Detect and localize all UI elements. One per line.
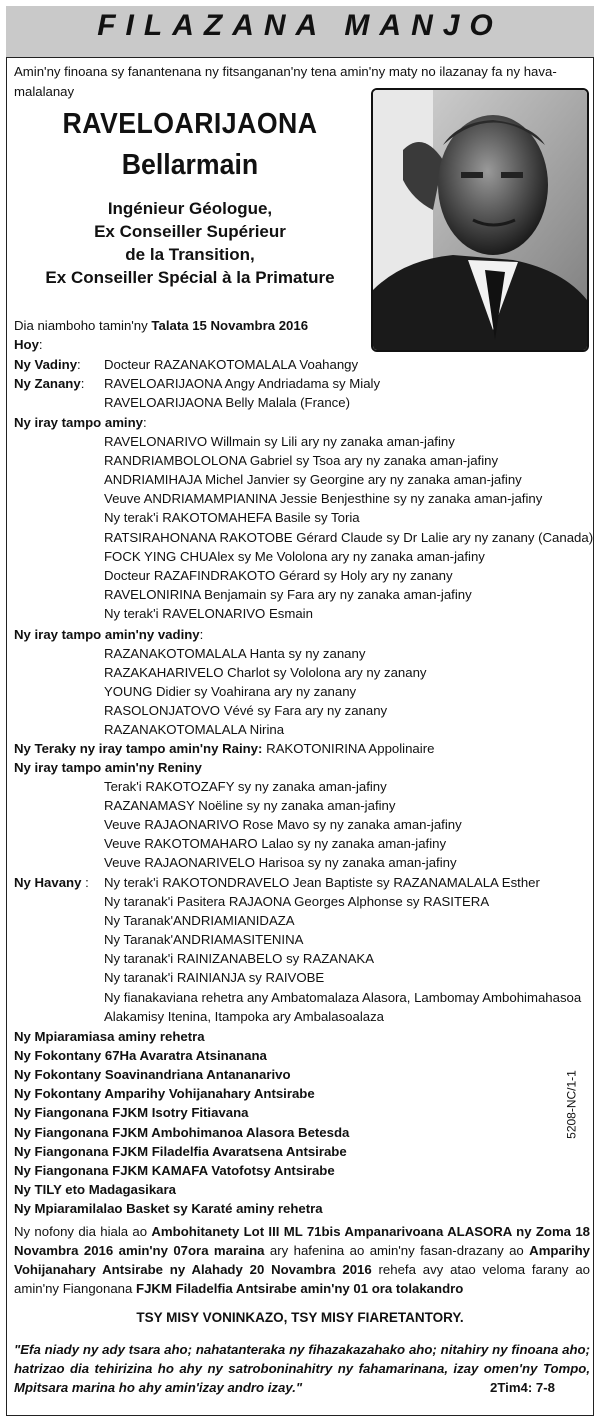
title-line: Ingénieur Géologue, bbox=[107, 199, 273, 218]
tampo-aminy-item: RAVELONARIVO Willmain sy Lili ary ny zanaka aman-jafiny bbox=[104, 434, 455, 449]
tampo-reniny-item: Veuve RAJAONARIVELO Harisoa sy ny zanaka aman-jafiny bbox=[104, 855, 457, 871]
havany-item: Ny Taranak'ANDRIAMASITENINA bbox=[104, 932, 304, 948]
tampo-vadiny-item: RASOLONJATOVO Vévé sy Fara ary ny zanany bbox=[104, 703, 388, 719]
tampo-aminy-item: RATSIRAHONANA RAKOTOBE Gérard Claude sy Dr Lalie ary ny zanany (Canada) bbox=[104, 529, 594, 545]
tampo-aminy-item: FOCK YING CHUAlex sy Me Vololona ary ny zanaka aman-jafiny bbox=[104, 548, 485, 564]
hoy-label: Hoy: bbox=[14, 337, 43, 352]
tampo-vadiny-item: RAZANAKOTOMALALA Nirina bbox=[104, 722, 285, 738]
group-item: Ny TILY eto Madagasikara bbox=[14, 1181, 176, 1197]
funeral-text: ary hafenina ao amin'ny fasan-drazany ao bbox=[264, 1243, 530, 1258]
vadiny-label: Ny Vadiny bbox=[14, 357, 78, 372]
funeral-paragraph bbox=[14, 1222, 590, 1298]
funeral-bold: Amparihy Vohijanahary Antsirabe ny Alahady 20 Novambra 2016 bbox=[14, 1243, 590, 1277]
havany-item: Alakamisy Itenina, Itampoka ary Ambalasoalaza bbox=[104, 1008, 385, 1024]
deceased-titles bbox=[14, 197, 366, 289]
tampo-vadiny-row: Ny iray tampo amin'ny vadiny: bbox=[14, 627, 204, 642]
tampo-aminy-row: Ny iray tampo aminy: bbox=[14, 415, 147, 430]
group-item: Ny Fokontany Amparihy Vohijanahary Antsirabe bbox=[14, 1086, 315, 1102]
teraky-rainy-row bbox=[14, 739, 434, 758]
tampo-aminy-item: Ny terak'i RAVELONARIVO Esmain bbox=[104, 605, 313, 621]
portrait-photo bbox=[371, 88, 589, 352]
tampo-aminy-item: Veuve ANDRIAMAMPIANINA Jessie Benjesthine sy ny zanaka aman-jafiny bbox=[104, 491, 543, 507]
closing-note: TSY MISY VONINKAZO, TSY MISY FIARETANTORY. bbox=[136, 1310, 464, 1325]
tampo-vadiny-item: RAZAKAHARIVELO Charlot sy Vololona ary ny zanany bbox=[104, 665, 427, 681]
funeral-text: Ny nofony dia hiala ao bbox=[14, 1224, 152, 1239]
zanany-label: Ny Zanany bbox=[14, 376, 81, 391]
tampo-vadiny-item: RAZANAKOTOMALALA Hanta sy ny zanany bbox=[104, 646, 366, 661]
tampo-vadiny-item: YOUNG Didier sy Voahirana ary ny zanany bbox=[104, 684, 357, 700]
tampo-aminy-item: ANDRIAMIHAJA Michel Janvier sy Georgine ary ny zanaka aman-jafiny bbox=[104, 472, 522, 488]
banner-title: FILAZANA MANJO bbox=[97, 9, 503, 42]
tampo-aminy-item: Docteur RAZAFINDRAKOTO Gérard sy Holy ary ny zanany bbox=[104, 567, 453, 583]
tampo-reniny-item: RAZANAMASY Noëline sy ny zanaka aman-jafiny bbox=[104, 798, 396, 814]
tampo-aminy-item: RAVELONIRINA Benjamain sy Fara ary ny zanaka aman-jafiny bbox=[104, 586, 472, 602]
intro-text: Amin'ny finoana sy fanantenana ny fitsanganan'ny tena amin'ny maty no ilazanay fa ny hava-malalanay bbox=[14, 64, 557, 99]
zanany-row: Ny Zanany: bbox=[14, 376, 85, 391]
zanany-value: RAVELOARIJAONA Angy Andriadama sy Mialy bbox=[104, 376, 381, 391]
title-line: de la Transition, bbox=[125, 245, 255, 264]
havany-item: Ny fianakaviana rehetra any Ambatomalaza Alasora, Lambomay Ambohimahasoa bbox=[104, 989, 582, 1005]
hoy-text: Hoy bbox=[14, 337, 39, 352]
deceased-name-block bbox=[14, 107, 366, 289]
havany-row: Ny Havany : bbox=[14, 875, 89, 890]
deceased-firstname: Bellarmain bbox=[121, 149, 259, 181]
havany-first: Ny terak'i RAKOTONDRAVELO Jean Baptiste sy RAZANAMALALA Esther bbox=[104, 875, 540, 890]
tampo-aminy-item: RANDRIAMBOLOLONA Gabriel sy Tsoa ary ny zanaka aman-jafiny bbox=[104, 453, 499, 469]
tampo-reniny-item: Veuve RAJAONARIVO Rose Mavo sy ny zanaka aman-jafiny bbox=[104, 817, 462, 833]
group-item: Ny Mpiaramiasa aminy rehetra bbox=[14, 1029, 205, 1044]
death-date-line bbox=[14, 316, 308, 335]
havany-item: Ny taranak'i RAINIZANABELO sy RAZANAKA bbox=[104, 951, 375, 967]
funeral-bold: FJKM Filadelfia Antsirabe amin'ny 01 ora tolakandro bbox=[136, 1281, 464, 1296]
funeral-bold: Ambohitanety Lot III ML 71bis Ampanarivoana ALASORA ny Zoma 18 Novambra 2016 amin'ny 07ora maraina bbox=[14, 1224, 590, 1258]
title-line: Ex Conseiller Spécial à la Primature bbox=[45, 268, 335, 287]
title-line: Ex Conseiller Supérieur bbox=[94, 222, 286, 241]
group-item: Ny Fiangonana FJKM Isotry Fitiavana bbox=[14, 1105, 249, 1121]
death-date: Talata 15 Novambra 2016 bbox=[151, 318, 309, 333]
vadiny-value: Docteur RAZANAKOTOMALALA Voahangy bbox=[104, 357, 359, 372]
tampo-aminy-item: Ny terak'i RAKOTOMAHEFA Basile sy Toria bbox=[104, 510, 360, 526]
zanany-value: RAVELOARIJAONA Belly Malala (France) bbox=[104, 395, 350, 410]
tampo-vadiny-label: Ny iray tampo amin'ny vadiny bbox=[14, 627, 200, 642]
tampo-reniny-item: Veuve RAKOTOMAHARO Lalao sy ny zanaka aman-jafiny bbox=[104, 836, 447, 852]
notice-banner bbox=[6, 6, 594, 58]
tampo-aminy-label: Ny iray tampo aminy bbox=[14, 415, 143, 430]
vadiny-row: Ny Vadiny: bbox=[14, 357, 81, 372]
deceased-surname: RAVELOARIJAONA bbox=[62, 108, 318, 140]
bible-quote: "Efa niady ny ady tsara aho; nahatanteraka ny fihazakazahako aho; nitahiry ny finoana aho; hatrizao dia tehirizina ho ahy ny satroboninahitry ny fahamarinana, izay omen'ny Tompo, Mpitsara marina ho ahy amin'izay andro izay." bbox=[14, 1342, 590, 1395]
havany-item: Ny Taranak'ANDRIAMIANIDAZA bbox=[104, 913, 295, 929]
group-item: Ny Fiangonana FJKM KAMAFA Vatofotsy Antsirabe bbox=[14, 1162, 335, 1178]
reference-code: 5208-NC/1-1 bbox=[564, 1070, 579, 1139]
havany-item: Ny taranak'i RAINIANJA sy RAIVOBE bbox=[104, 970, 325, 986]
tampo-reniny-label: Ny iray tampo amin'ny Reniny bbox=[14, 760, 202, 775]
funeral-text: rehefa avy atao veloma farany ao amin'ny Fiangonana bbox=[14, 1262, 590, 1296]
havany-item: Ny taranak'i Pasitera RAJAONA Georges Alphonse sy RASITERA bbox=[104, 894, 490, 909]
group-item: Ny Mpiaramilalao Basket sy Karaté aminy rehetra bbox=[14, 1200, 323, 1216]
teraky-rainy-value: RAKOTONIRINA Appolinaire bbox=[262, 741, 435, 756]
group-item: Ny Fokontany Soavinandriana Antananarivo bbox=[14, 1067, 291, 1083]
death-prefix: Dia niamboho tamin'ny bbox=[14, 318, 152, 333]
bible-verse: 2Tim4: 7-8 bbox=[490, 1380, 555, 1395]
group-item: Ny Fiangonana FJKM Ambohimanoa Alasora Betesda bbox=[14, 1124, 350, 1140]
group-item: Ny Fokontany 67Ha Avaratra Atsinanana bbox=[14, 1048, 267, 1064]
tampo-reniny-item: Terak'i RAKOTOZAFY sy ny zanaka aman-jafiny bbox=[104, 779, 387, 794]
havany-label: Ny Havany bbox=[14, 875, 82, 890]
teraky-rainy-label: Ny Teraky ny iray tampo amin'ny Rainy: bbox=[14, 741, 263, 756]
group-item: Ny Fiangonana FJKM Filadelfia Avaratsena Antsirabe bbox=[14, 1143, 347, 1159]
